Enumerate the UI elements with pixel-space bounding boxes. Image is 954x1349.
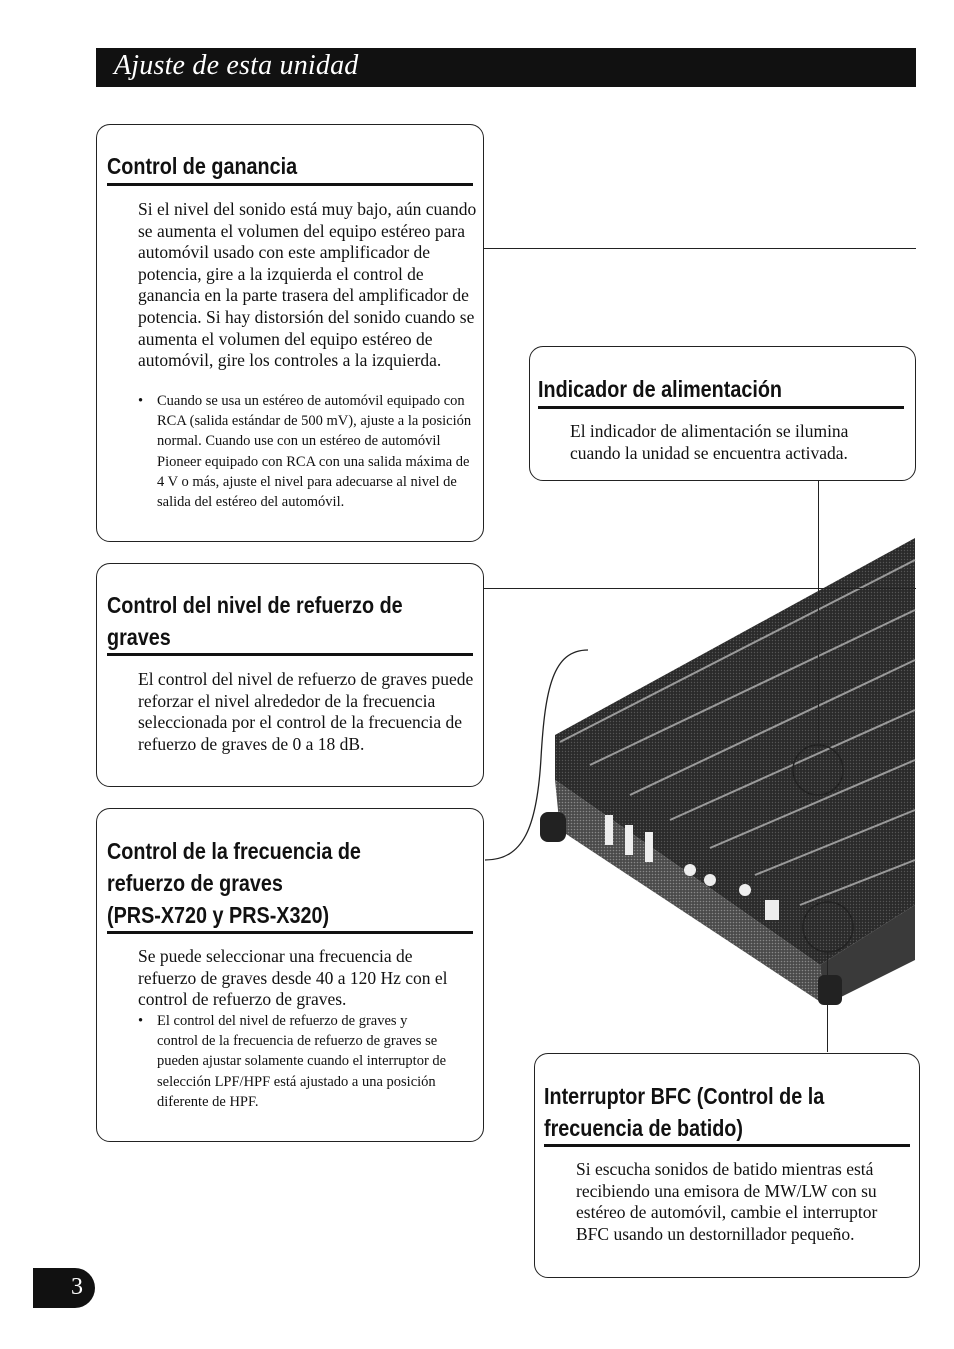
page-number-tab [33, 1268, 95, 1308]
bass-boost-frequency-rule [107, 931, 473, 934]
bass-boost-level-title-line2: graves [107, 624, 171, 650]
gain-control-rule [107, 183, 473, 186]
bass-boost-frequency-bullet [138, 1011, 447, 1112]
gain-control-bullet-text: Cuando se usa un estéreo de automóvil equipado con RCA (salida estándar de 500 mV), ajuste a la posición normal. Cuando use con un estéreo de automóvil Pioneer equipado con RCA con una salida máxima de 4 V o más, ajuste el nivel para adecuarse al nivel de salida del estéreo del automóvil. [157, 393, 472, 511]
bass-boost-frequency-title-line1: Control de la frecuencia de [107, 838, 361, 864]
bfc-switch-title-line1: Interruptor BFC (Control de la [544, 1083, 825, 1109]
bfc-switch-rule [544, 1144, 910, 1147]
callout-line-power [818, 480, 819, 748]
gain-control-title: Control de ganancia [107, 153, 298, 179]
bass-boost-frequency-bullet-text: El control del nivel de refuerzo de graves y control de la frecuencia de refuerzo de graves se pueden ajustar solamente cuando el interruptor de selección LPF/HPF está ajustado a una posición diferente de HPF. [157, 1013, 447, 1110]
power-indicator-body: El indicador de alimentación se ilumina cuando la unidad se encuentra activada. [570, 421, 849, 463]
bass-boost-frequency-title-line2: refuerzo de graves [107, 870, 283, 896]
bfc-switch-title-line2: frecuencia de batido) [544, 1115, 743, 1141]
bfc-switch-body: Si escucha sonidos de batido mientras está recibiendo una emisora de MW/LW con su estéreo de automóvil, cambie el interruptor BFC usando un destornillador pequeño. [576, 1159, 878, 1244]
power-indicator-title: Indicador de alimentación [538, 376, 783, 402]
callout-line-bfc [827, 952, 828, 1052]
page-header-bar [96, 48, 916, 87]
callout-line-bass-level [483, 588, 916, 589]
gain-control-body: Si el nivel del sonido está muy bajo, aún cuando se aumenta el volumen del equipo estéreo para automóvil usado con este amplificador de potencia, gire a la izquierda el control de ganancia en la parte trasera del amplificador de potencia. Si hay distorsión del sonido cuando se aumenta el volumen del equipo estéreo de automóvil, gire los controles a la izquierda. [138, 199, 477, 371]
bass-boost-level-title-line1: Control del nivel de refuerzo de [107, 592, 403, 618]
page-number: 3 [71, 1274, 83, 1300]
bullet-dot-icon: • [138, 393, 144, 409]
gain-control-bullet [138, 391, 475, 512]
bass-boost-level-rule [107, 653, 473, 656]
callout-line-gain [483, 248, 916, 249]
bullet-dot-icon: • [138, 1013, 144, 1029]
bass-boost-frequency-body: Se puede seleccionar una frecuencia de refuerzo de graves desde 40 a 120 Hz con el control de refuerzo de graves. [138, 946, 448, 1010]
callout-curve-bass-freq [483, 648, 593, 863]
power-indicator-rule [538, 406, 904, 409]
bass-boost-level-body: El control del nivel de refuerzo de graves puede reforzar el nivel alrededor de la frecuencia seleccionada por el control de la frecuencia de refuerzo de graves de 0 a 18 dB. [138, 669, 474, 754]
page-title: Ajuste de esta unidad [114, 50, 359, 81]
bass-boost-frequency-title-line3: (PRS-X720 y PRS-X320) [107, 902, 330, 928]
